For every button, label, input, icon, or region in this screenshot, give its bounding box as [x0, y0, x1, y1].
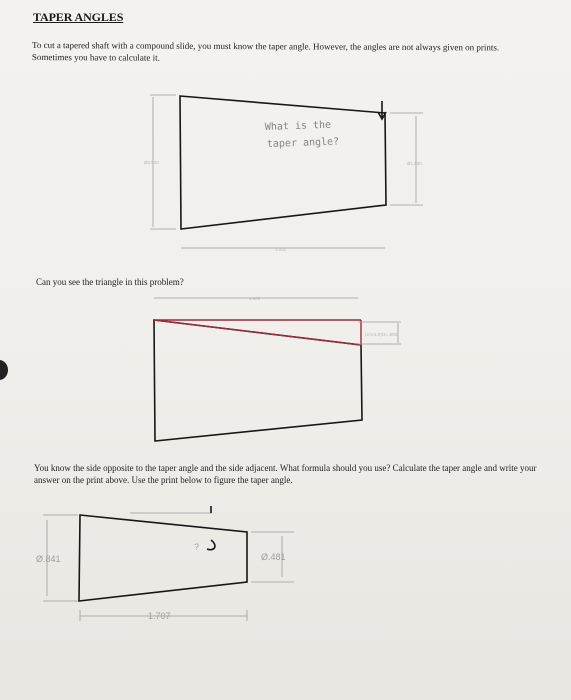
triangle-question: Can you see the triangle in this problem? [36, 277, 184, 287]
left-diameter-label: Ø2.500 [144, 160, 159, 165]
page-title: TAPER ANGLES [33, 10, 124, 24]
right-diameter-label-3: Ø.481 [261, 552, 286, 562]
left-diameter-label-3: Ø.841 [36, 554, 61, 564]
taper-triangle-drawing [154, 296, 401, 441]
handwritten-question-line-2: taper angle? [266, 136, 340, 150]
bottom-length-label-3: 1.707 [148, 611, 171, 621]
tapered-shaft-outline-2 [154, 320, 362, 441]
angle-arc-marker [207, 540, 215, 550]
bottom-length-label: 4.000 [275, 247, 287, 252]
tapered-shaft-outline [180, 96, 386, 229]
handwritten-question-line-1: What is the [264, 119, 332, 133]
right-rise-label: (2.5-1.5)/2=.500 [365, 332, 398, 337]
tapered-shaft-drawing-1 [144, 95, 423, 252]
right-diameter-label: Ø1.500 [407, 161, 422, 166]
intro-paragraph: To cut a tapered shaft with a compound slide, you must know the taper angle. However, the angles are not always given on prints. Sometimes you have to calculate it. [31, 39, 500, 63]
tapered-shaft-drawing-3 [36, 506, 294, 621]
instruction-paragraph: You know the side opposite to the taper angle and the side adjacent. What formula should you use? Calculate the taper angle and write your answer on the print above. Use the print below to figure the taper angle. [34, 463, 537, 485]
red-taper-line [154, 320, 361, 345]
top-length-label: 4.000 [249, 296, 261, 301]
tapered-shaft-outline-3 [79, 515, 247, 601]
angle-question-mark: ? [194, 542, 200, 552]
